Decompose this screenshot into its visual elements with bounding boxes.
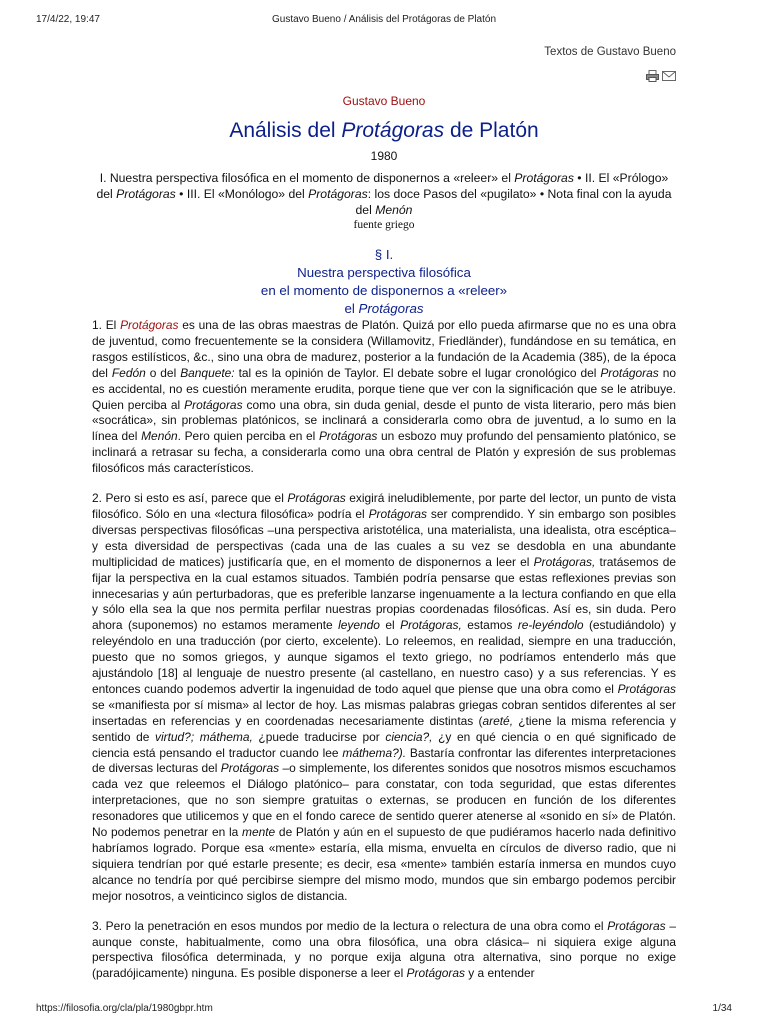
toc-text: . El «Prólogo» del [96,171,669,201]
toc-link-iii[interactable] [187,187,537,201]
toc-emphasis: Protágoras [514,171,574,185]
document-tools [646,70,676,82]
toc-separator: • [573,171,585,185]
print-datetime: 17/4/22, 19:47 [36,14,100,25]
printer-icon[interactable] [646,70,659,82]
page-number: 1/34 [712,1003,732,1014]
section-title-line: en el momento de disponernos a «releer» [260,283,508,298]
section-title-line: Nuestra perspectiva filosófica [297,265,471,280]
body-text [92,318,676,982]
title-part: de Platón [444,119,539,142]
print-url: https://filosofia.org/cla/pla/1980gbpr.htm [36,1003,213,1014]
site-label[interactable]: Textos de Gustavo Bueno [544,46,676,58]
toc-emphasis: Protágoras [308,187,368,201]
greek-source-link[interactable]: fuente griego [353,219,415,231]
paragraph-1: 1. El Protágoras es una de las obras maestras de Platón. Quizá por ello pueda afirmarse que no es una obra de juventud, como frecuentemente se la considera (Willamovitz, Friedländer), fundándose en su temática, en rasgos estilísticos, &c., sino una obra de madurez, posterior a la fundación de la Academia (385), de la época del Fedón o del Banquete: tal es la opinión de Taylor. El debate sobre el lugar cronológico del Protágoras no es accidental, no es cuestión meramente erudita, porque tiene que ver con la significación que se le atribuye. Quien perciba al Protágoras como una obra, sin duda genial, desde el punto de vista literario, pero más bien «socrática», sin problemas platónicos, se inclinará a considerarla como obra de juventud, a lo sumo en la línea del Menón. Pero quien perciba en el Protágoras un esbozo muy profundo del pensamiento platónico, se inclinará a retrasar su fecha, a considerarla como una obra central de Platón y expresión de sus problemas filosóficos más característicos. [92,318,677,476]
paragraph-3: 3. Pero la penetración en esos mundos por medio de la lectura o relectura de una obra como el Protágoras –aunque conste, habitualmente, como una obra filosófica, una obra clásica– ni siquiera exige alguna perspectiva filosófica determinada, y no porque exija alguna otra alternativa, sino porque no exige (paradójicamente) ninguna. Es posible disponerse a leer el Protágoras y a entender [92,918,676,981]
section-number: § I. [374,247,394,262]
print-page-title: Gustavo Bueno / Análisis del Protágoras de Platón [271,14,497,25]
toc-text: : los doce Pasos del «pugilato» [367,187,537,201]
publication-year: 1980 [370,149,398,163]
work-title [92,118,676,144]
toc-text: Nota final con la ayuda del [355,187,672,217]
section-title-emphasis: Protágoras [358,301,424,316]
toc-text: . El «Monólogo» del [196,187,309,201]
toc-number: II [584,171,592,185]
section-heading [92,246,676,318]
author-link[interactable]: Gustavo Bueno [342,94,426,108]
title-part: Análisis del [229,119,342,142]
toc-emphasis: Menón [375,203,413,217]
document-content [92,92,676,996]
title-emphasis: Protágoras [341,119,445,142]
section-title-line: el [344,301,359,316]
toc-link-i[interactable] [100,171,574,185]
table-of-contents [92,170,676,218]
toc-number: III [186,187,197,201]
toc-number: I [99,171,104,185]
toc-separator: • [175,187,187,201]
paragraph-2: 2. Pero si esto es así, parece que el Protágoras exigirá ineludiblemente, por parte del lector, un punto de vista filosófico. Sólo en una «lectura filosófica» podría el Protágoras ser comprendido. Y sin embargo son posibles diversas perspectivas filosóficas –una perspectiva aristotélica, una materialista, una idealista, otra escéptica– y esta diversidad de perspectivas (cada una de las cuales a su vez se desdobla en una abundante multiplicidad de matices) justificaría que, en el momento de disponernos a leer el Protágoras, tratásemos de fijar la perspectiva en la cual estamos situados. También podría pensarse que estas reflexiones previas son innecesarias y aún perturbadoras, que es preferible lanzarse ingenuamente a la lectura confiando en que ella y sólo ella sea la que nos permita perfilar nuestras propias coordenadas filosóficas. Así es, sin duda. Pero ahora (suponemos) no estamos meramente leyendo el Protágoras, estamos re-leyéndolo (estudiándolo) y releyéndolo en una traducción (por cierto, excelente). Lo releemos, en realidad, siempre en una traducción, puesto que no somos griegos, y aunque sigamos el texto griego, no podríamos entenderlo más que ajustándolo [18] al lenguaje de nuestro presente (al castellano, en nuestro caso) y a sus referencias. Y es entonces cuando podemos advertir la ingenuidad de todo aquel que piense que una obra como el Protágoras se «manifiesta por sí misma» al lector de hoy. Las mismas palabras griegas cobran sentidos diferentes al ser insertadas en referencias y en coordenadas necesariamente distintas (areté, ¿tiene la misma referencia y sentido de virtud?; máthema, ¿puede traducirse por ciencia?, ¿y en qué ciencia o en qué significado de ciencia está pensando el traductor cuando lee máthema?). Bastaría confrontar las diferentes interpretaciones de diversas lecturas del Protágoras –o simplemente, los diferentes sonidos que nosotros mismos escuchamos cada vez que releemos el Diálogo platónico– para constatar, con toda seguridad, que estas diferentes interpretaciones, que no son siempre gratuitas o externas, se producen en función de los diferentes resonadores que utilicemos y que en el fondo carece de sentido querer atenerse al «sonido en sí» de Platón. No podemos penetrar en la mente de Platón y aún en el supuesto de que pudiéramos hacerlo nada definitivo habríamos logrado. Porque esa «mente» estaría, ella misma, envuelta en círculos de diverso radio, que ni siquiera tendrían por qué estarle presente; es decir, esa «mente» también estaría inmersa en mundos cuyo alcance no tendría por qué percibirse siempre del mismo modo, mundos que sin embargo podemos percibir mejor nosotros, a veinticinco siglos de distancia. [92,491,677,903]
toc-separator: • [536,187,548,201]
toc-text: . Nuestra perspectiva filosófica en el momento de disponernos a «releer» el [103,171,515,185]
toc-emphasis: Protágoras [116,187,176,201]
envelope-icon[interactable] [662,70,676,82]
